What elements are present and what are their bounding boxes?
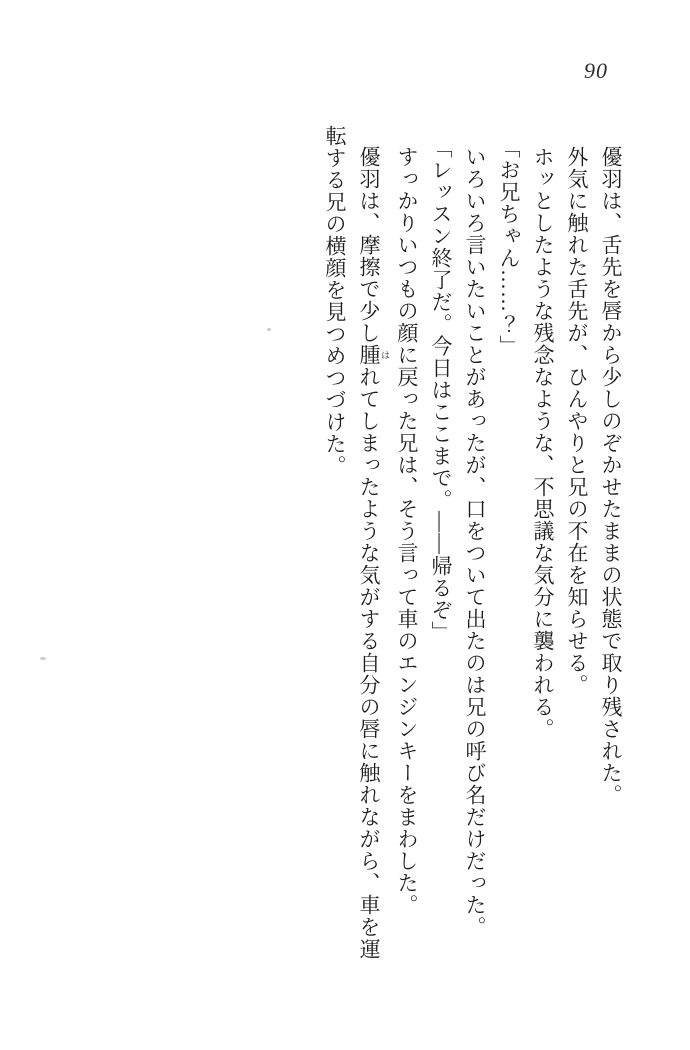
text-line: 転する兄の横顔を見つめつづけた。	[323, 125, 347, 477]
text-line: 外気に触れた舌先が、ひんやりと兄の不在を知らせる。	[565, 146, 589, 696]
text-line: すっかりいつもの顔に戻った兄は、そう言って車のエンジンキーをまわした。	[395, 146, 419, 916]
page-number: 90	[584, 58, 608, 83]
text-line: ホッとしたような残念なような、不思議な気分に襲われる。	[531, 146, 555, 740]
text-line: 優羽は、舌先を唇から少しのぞかせたままの状態で取り残された。	[599, 146, 623, 806]
text-line: 「レッスン終了だ。今日はここまで。――帰るぞ」	[429, 136, 453, 643]
scan-speck	[40, 657, 46, 660]
body-text	[318, 125, 628, 1025]
text-line: いろいろ言いたいことがあったが、口をついて出たのは兄の呼び名だけだった。	[463, 146, 487, 938]
scan-speck	[267, 328, 271, 331]
ruby-annotated-text: 腫 は	[357, 344, 390, 366]
text-line: 「お兄ちゃん……？」	[497, 136, 521, 357]
text-line: 優羽は、摩擦で少し腫 はれてしまったような気がする自分の唇に触れながら、車を運	[357, 146, 390, 960]
